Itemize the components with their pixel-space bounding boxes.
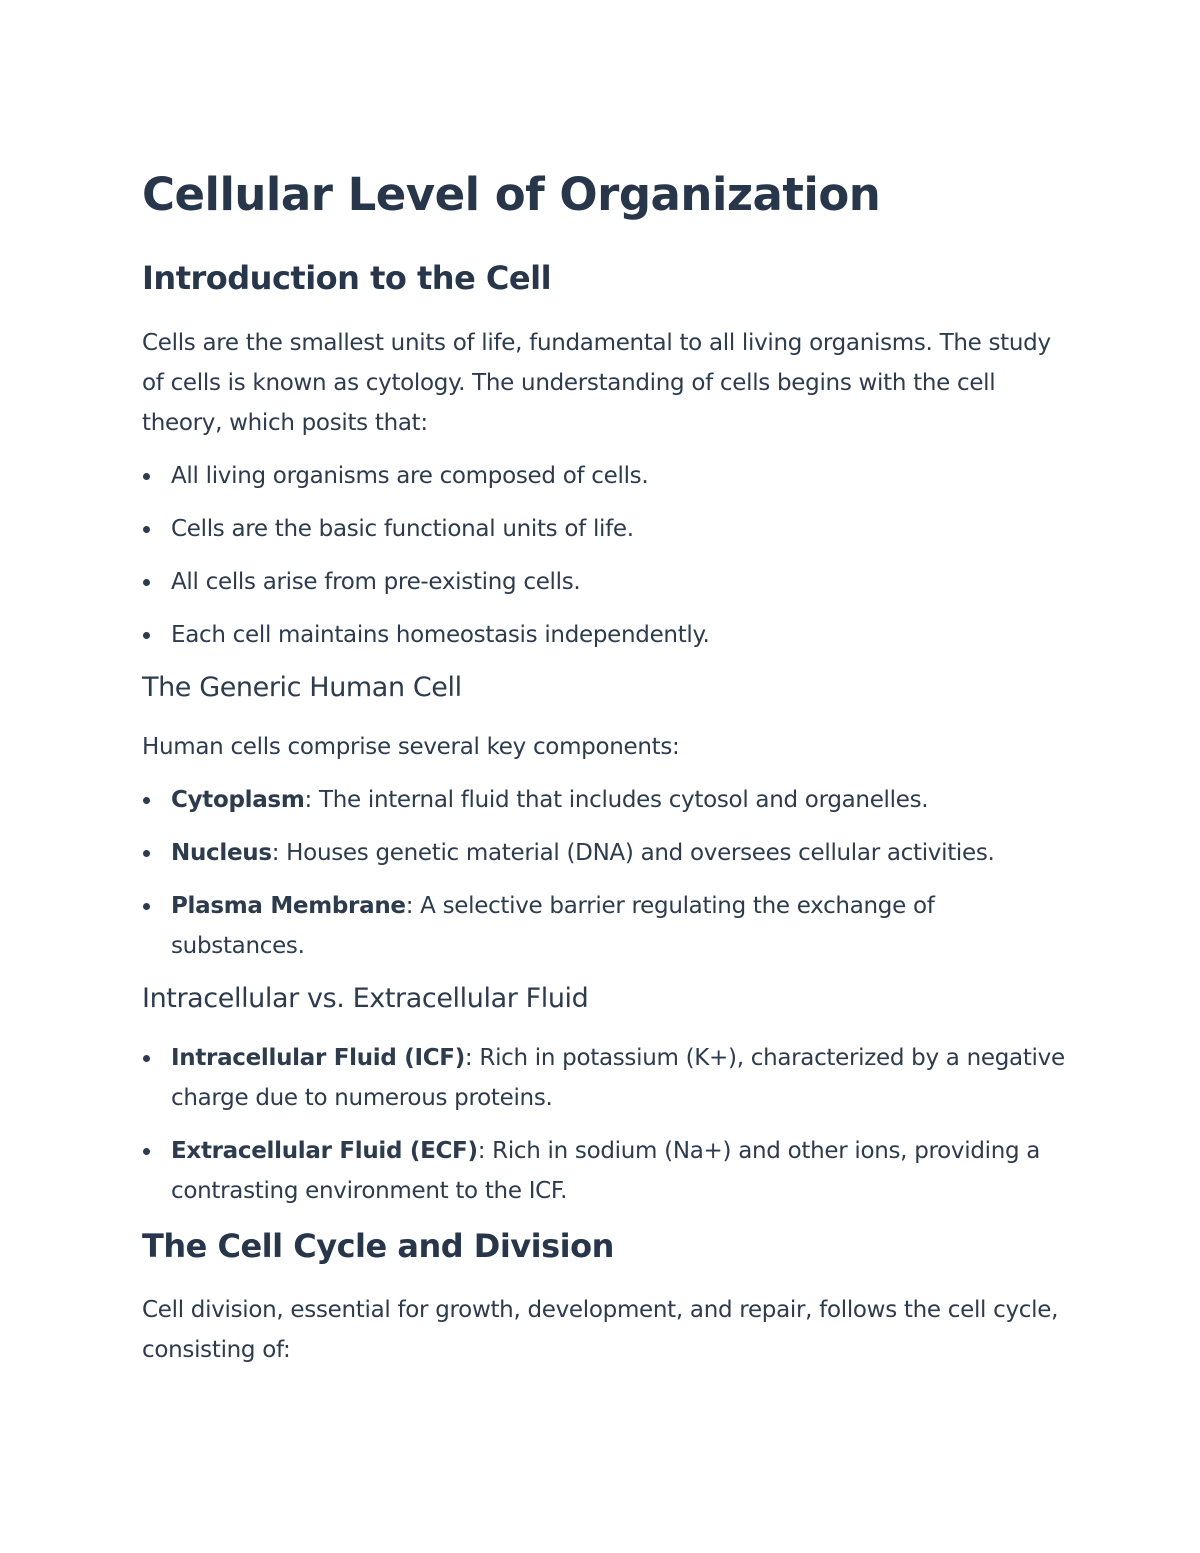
term: Extracellular Fluid (ECF) [171,1138,478,1164]
term: Intracellular Fluid (ICF) [171,1045,465,1071]
definition: : Houses genetic material (DNA) and oversees cellular activities. [271,840,995,866]
bullet-icon [143,632,150,639]
bullet-icon [143,473,150,480]
bullet-icon [143,903,150,910]
intro-paragraph: Cells are the smallest units of life, fundamental to all living organisms. The study of cells is known as cytology. The understanding of cells begins with the cell theory, which posits that: [142,330,1051,436]
term: Cytoplasm [171,787,305,813]
definition: : Rich in sodium (Na+) and other ions, providing a contrasting environment to the ICF. [171,1138,1041,1204]
bullet-icon [143,850,150,857]
definition: : A selective barrier regulating the exchange of substances. [171,893,935,959]
subsection-heading-generic-cell: The Generic Human Cell [142,672,462,703]
term: Plasma Membrane [171,893,406,919]
generic-cell-paragraph: Human cells comprise several key components: [142,734,680,760]
list-item: Each cell maintains homeostasis independently. [142,615,1072,655]
definition: : Rich in potassium (K+), characterized by a negative charge due to numerous proteins. [171,1045,1065,1111]
cell-components-list [142,780,1072,966]
definition: : The internal fluid that includes cytosol and organelles. [304,787,929,813]
cell-cycle-paragraph: Cell division, essential for growth, development, and repair, follows the cell cycle, consisting of: [142,1297,1059,1363]
section-heading-cell-cycle: The Cell Cycle and Division [142,1227,614,1265]
term: Nucleus [171,840,272,866]
bullet-icon [143,1148,150,1155]
bullet-icon [143,1055,150,1062]
bullet-icon [143,579,150,586]
document-page [142,165,1072,1370]
list-item: All living organisms are composed of cells. [142,456,1072,496]
list-item [142,1131,1072,1211]
fluids-list [142,1038,1072,1211]
subsection-heading-fluids: Intracellular vs. Extracellular Fluid [142,983,589,1014]
list-item: Cells are the basic functional units of life. [142,509,1072,549]
bullet-icon [143,526,150,533]
list-item [142,780,1072,820]
section-heading-introduction: Introduction to the Cell [142,259,552,297]
cell-theory-list [142,456,1072,655]
list-item [142,833,1072,873]
bullet-icon [143,797,150,804]
list-item [142,1038,1072,1118]
list-item [142,886,1072,966]
list-item: All cells arise from pre-existing cells. [142,562,1072,602]
page-title: Cellular Level of Organization [142,168,881,221]
